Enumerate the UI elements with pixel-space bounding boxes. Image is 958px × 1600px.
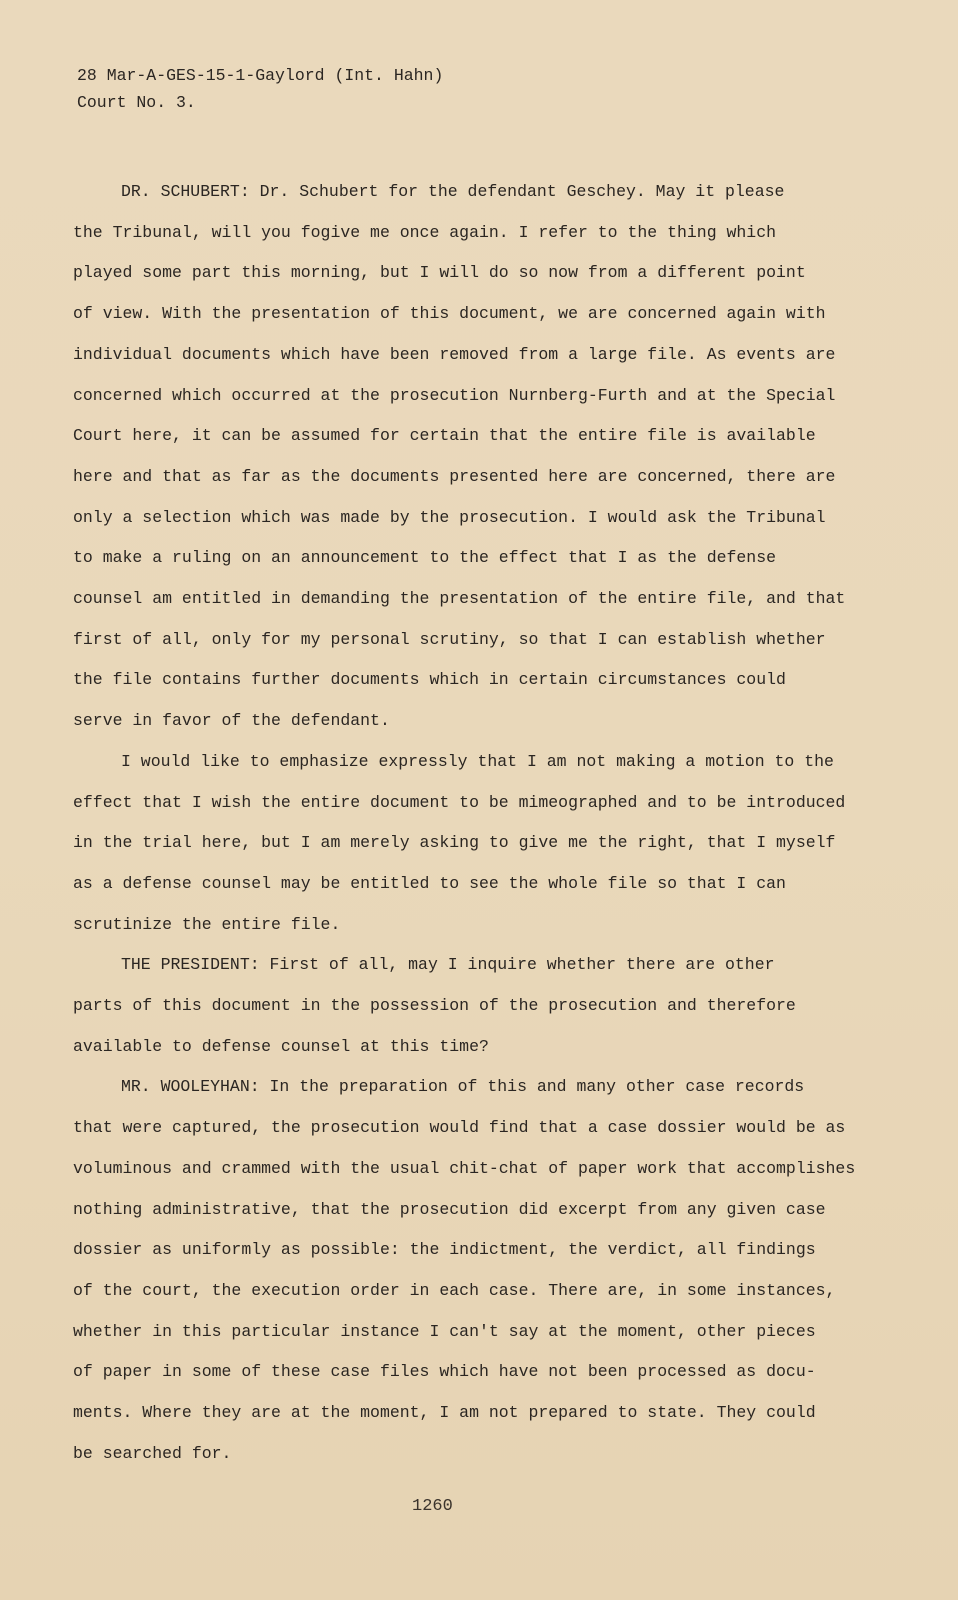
- text-line: MR. WOOLEYHAN: In the preparation of this and many other case records: [121, 1077, 805, 1097]
- text-line: the file contains further documents which in certain circumstances could: [73, 670, 786, 690]
- text-line: individual documents which have been removed from a large file. As events are: [73, 344, 836, 364]
- text-line: here and that as far as the documents presented here are concerned, there are: [73, 466, 836, 486]
- text-line: dossier as uniformly as possible: the indictment, the verdict, all findings: [73, 1240, 816, 1260]
- text-line: Court here, it can be assumed for certain that the entire file is available: [73, 426, 816, 446]
- text-line: counsel am entitled in demanding the presentation of the entire file, and that: [73, 589, 846, 609]
- text-line: of view. With the presentation of this document, we are concerned again with: [73, 304, 826, 324]
- text-line: ments. Where they are at the moment, I am not prepared to state. They could: [73, 1403, 816, 1423]
- text-line: played some part this morning, but I will do so now from a different point: [73, 263, 806, 283]
- text-line: the Tribunal, will you fogive me once again. I refer to the thing which: [73, 222, 777, 242]
- text-line: of paper in some of these case files which have not been processed as docu-: [73, 1362, 816, 1382]
- text-line: parts of this document in the possession of the prosecution and therefore: [73, 996, 796, 1016]
- header-reference-line: 28 Mar-A-GES-15-1-Gaylord (Int. Hahn): [77, 66, 444, 85]
- text-line: concerned which occurred at the prosecution Nurnberg-Furth and at the Special: [73, 385, 836, 405]
- document-header: [77, 62, 443, 116]
- text-line: I would like to emphasize expressly that I am not making a motion to the: [121, 751, 834, 771]
- text-line: DR. SCHUBERT: Dr. Schubert for the defendant Geschey. May it please: [121, 182, 785, 201]
- text-line: scrutinize the entire file.: [73, 914, 341, 934]
- text-line: whether in this particular instance I can't say at the moment, other pieces: [73, 1321, 816, 1341]
- text-line: in the trial here, but I am merely asking to give me the right, that I myself: [73, 833, 836, 853]
- transcript-body: [73, 172, 873, 1475]
- text-line: available to defense counsel at this time?: [73, 1036, 489, 1056]
- text-line: of the court, the execution order in each case. There are, in some instances,: [73, 1280, 836, 1300]
- paragraph-schubert-continued: [73, 742, 873, 946]
- text-line: nothing administrative, that the prosecution did excerpt from any given case: [73, 1199, 826, 1219]
- paragraph-schubert: [73, 172, 873, 742]
- header-court-line: Court No. 3.: [77, 93, 196, 112]
- text-line: that were captured, the prosecution would find that a case dossier would be as: [73, 1118, 846, 1138]
- paragraph-wooleyhan: [73, 1067, 873, 1474]
- text-line: be searched for.: [73, 1443, 232, 1463]
- text-line: first of all, only for my personal scrutiny, so that I can establish whether: [73, 629, 826, 649]
- text-line: THE PRESIDENT: First of all, may I inquire whether there are other: [121, 955, 775, 975]
- text-line: only a selection which was made by the prosecution. I would ask the Tribunal: [73, 507, 826, 527]
- paragraph-president: [73, 945, 873, 1067]
- page-number: 1260: [412, 1497, 453, 1516]
- text-line: as a defense counsel may be entitled to see the whole file so that I can: [73, 873, 786, 893]
- text-line: serve in favor of the defendant.: [73, 711, 390, 731]
- text-line: effect that I wish the entire document to be mimeographed and to be introduced: [73, 792, 846, 812]
- text-line: voluminous and crammed with the usual chit-chat of paper work that accomplishes: [73, 1158, 856, 1178]
- text-line: to make a ruling on an announcement to the effect that I as the defense: [73, 548, 777, 568]
